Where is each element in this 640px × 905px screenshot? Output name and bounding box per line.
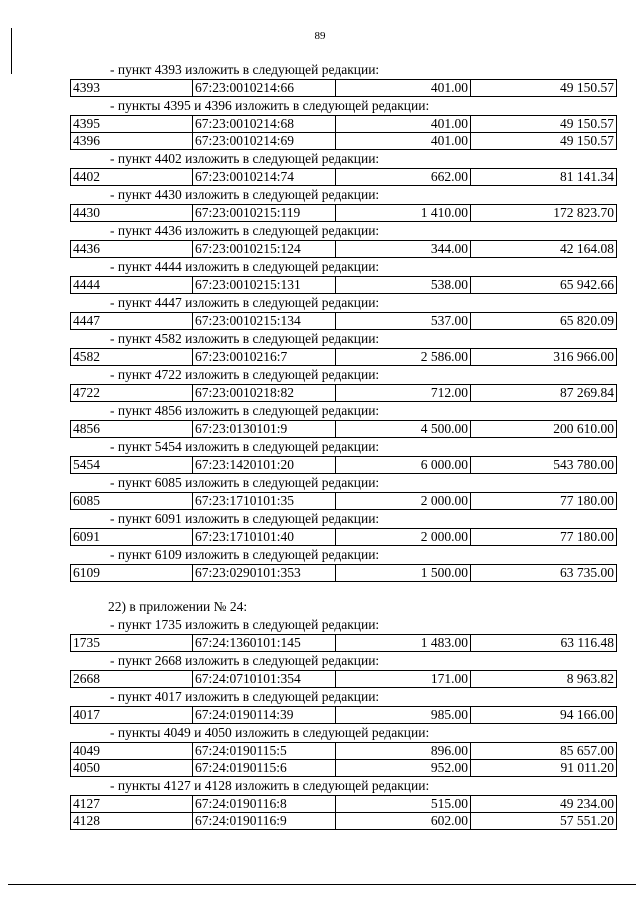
area-cell: 1 410.00	[336, 205, 471, 222]
amendment-instruction: - пункт 6109 изложить в следующей редакции:	[110, 547, 380, 562]
area-cell: 4 500.00	[336, 421, 471, 438]
table-row	[71, 421, 617, 438]
item-number-cell: 4050	[71, 760, 193, 777]
table-row	[71, 313, 617, 330]
amendment-instruction: - пункт 6091 изложить в следующей редакции:	[110, 511, 380, 526]
value-cell: 63 116.48	[471, 635, 617, 652]
amendment-instruction: - пункт 5454 изложить в следующей редакции:	[110, 439, 380, 454]
cadastral-number-cell: 67:24:0190114:39	[193, 707, 336, 724]
value-cell: 81 141.34	[471, 169, 617, 186]
cadastral-number-cell: 67:23:0130101:9	[193, 421, 336, 438]
area-cell: 515.00	[336, 796, 471, 813]
item-number-cell: 6091	[71, 529, 193, 546]
item-number-cell: 4127	[71, 796, 193, 813]
item-number-cell: 4049	[71, 743, 193, 760]
data-table	[70, 276, 617, 294]
amendment-instruction: - пункт 4017 изложить в следующей редакции:	[110, 689, 380, 704]
amendment-instruction: - пункты 4127 и 4128 изложить в следующей редакции:	[110, 778, 430, 793]
item-number-cell: 1735	[71, 635, 193, 652]
data-table	[70, 564, 617, 582]
area-cell: 662.00	[336, 169, 471, 186]
cadastral-number-cell: 67:23:1710101:35	[193, 493, 336, 510]
table-row	[71, 457, 617, 474]
data-table	[70, 168, 617, 186]
area-cell: 401.00	[336, 133, 471, 150]
area-cell: 602.00	[336, 813, 471, 830]
cadastral-number-cell: 67:23:0010215:131	[193, 277, 336, 294]
area-cell: 401.00	[336, 116, 471, 133]
value-cell: 57 551.20	[471, 813, 617, 830]
area-cell: 2 000.00	[336, 493, 471, 510]
cadastral-number-cell: 67:23:0010218:82	[193, 385, 336, 402]
item-number-cell: 4393	[71, 80, 193, 97]
value-cell: 49 150.57	[471, 116, 617, 133]
amendment-instruction: - пункт 4402 изложить в следующей редакции:	[110, 151, 380, 166]
value-cell: 49 150.57	[471, 80, 617, 97]
data-table	[70, 79, 617, 97]
item-number-cell: 5454	[71, 457, 193, 474]
item-number-cell: 6109	[71, 565, 193, 582]
table-row	[71, 169, 617, 186]
cadastral-number-cell: 67:23:0010215:134	[193, 313, 336, 330]
amendment-instruction: - пункты 4049 и 4050 изложить в следующей редакции:	[110, 725, 430, 740]
amendment-instruction: - пункт 4582 изложить в следующей редакции:	[110, 331, 380, 346]
item-number-cell: 4444	[71, 277, 193, 294]
value-cell: 91 011.20	[471, 760, 617, 777]
value-cell: 65 820.09	[471, 313, 617, 330]
cadastral-number-cell: 67:23:0010214:69	[193, 133, 336, 150]
amendment-instruction: - пункт 4444 изложить в следующей редакции:	[110, 259, 380, 274]
table-row	[71, 796, 617, 813]
amendment-instruction: - пункт 4430 изложить в следующей редакции:	[110, 187, 380, 202]
cadastral-number-cell: 67:23:0010214:66	[193, 80, 336, 97]
value-cell: 77 180.00	[471, 493, 617, 510]
amendment-instruction: - пункт 4436 изложить в следующей редакции:	[110, 223, 380, 238]
table-row	[71, 116, 617, 133]
value-cell: 543 780.00	[471, 457, 617, 474]
item-number-cell: 2668	[71, 671, 193, 688]
table-row	[71, 565, 617, 582]
value-cell: 200 610.00	[471, 421, 617, 438]
value-cell: 8 963.82	[471, 671, 617, 688]
area-cell: 985.00	[336, 707, 471, 724]
table-row	[71, 385, 617, 402]
page-number: 89	[314, 30, 326, 42]
data-table	[70, 492, 617, 510]
value-cell: 172 823.70	[471, 205, 617, 222]
value-cell: 49 234.00	[471, 796, 617, 813]
spacer	[70, 582, 617, 598]
area-cell: 896.00	[336, 743, 471, 760]
item-number-cell: 6085	[71, 493, 193, 510]
amendment-instruction: - пункт 2668 изложить в следующей редакции:	[110, 653, 380, 668]
item-number-cell: 4436	[71, 241, 193, 258]
table-row	[71, 349, 617, 366]
item-number-cell: 4582	[71, 349, 193, 366]
table-row	[71, 671, 617, 688]
area-cell: 1 483.00	[336, 635, 471, 652]
table-row	[71, 743, 617, 760]
table-row	[71, 707, 617, 724]
amendment-instruction: - пункты 4395 и 4396 изложить в следующей редакции:	[110, 98, 430, 113]
table-row	[71, 635, 617, 652]
cadastral-number-cell: 67:24:0190115:5	[193, 743, 336, 760]
cadastral-number-cell: 67:24:1360101:145	[193, 635, 336, 652]
document-body	[70, 61, 617, 830]
item-number-cell: 4856	[71, 421, 193, 438]
value-cell: 49 150.57	[471, 133, 617, 150]
item-number-cell: 4722	[71, 385, 193, 402]
cadastral-number-cell: 67:23:0010215:119	[193, 205, 336, 222]
value-cell: 87 269.84	[471, 385, 617, 402]
table-row	[71, 241, 617, 258]
value-cell: 65 942.66	[471, 277, 617, 294]
data-table	[70, 115, 617, 150]
cadastral-number-cell: 67:23:0290101:353	[193, 565, 336, 582]
item-number-cell: 4128	[71, 813, 193, 830]
value-cell: 77 180.00	[471, 529, 617, 546]
data-table	[70, 312, 617, 330]
area-cell: 401.00	[336, 80, 471, 97]
cadastral-number-cell: 67:24:0710101:354	[193, 671, 336, 688]
section-heading: 22) в приложении № 24:	[108, 599, 248, 614]
data-table	[70, 795, 617, 830]
value-cell: 85 657.00	[471, 743, 617, 760]
area-cell: 2 586.00	[336, 349, 471, 366]
table-row	[71, 80, 617, 97]
value-cell: 42 164.08	[471, 241, 617, 258]
table-row	[71, 529, 617, 546]
area-cell: 344.00	[336, 241, 471, 258]
table-row	[71, 277, 617, 294]
cadastral-number-cell: 67:24:0190116:8	[193, 796, 336, 813]
table-row	[71, 493, 617, 510]
data-table	[70, 240, 617, 258]
cadastral-number-cell: 67:23:1420101:20	[193, 457, 336, 474]
cadastral-number-cell: 67:24:0190115:6	[193, 760, 336, 777]
item-number-cell: 4395	[71, 116, 193, 133]
area-cell: 952.00	[336, 760, 471, 777]
item-number-cell: 4447	[71, 313, 193, 330]
area-cell: 6 000.00	[336, 457, 471, 474]
amendment-instruction: - пункт 6085 изложить в следующей редакции:	[110, 475, 380, 490]
cadastral-number-cell: 67:24:0190116:9	[193, 813, 336, 830]
cadastral-number-cell: 67:23:0010215:124	[193, 241, 336, 258]
value-cell: 94 166.00	[471, 707, 617, 724]
data-table	[70, 634, 617, 652]
data-table	[70, 528, 617, 546]
item-number-cell: 4017	[71, 707, 193, 724]
value-cell: 316 966.00	[471, 349, 617, 366]
cadastral-number-cell: 67:23:1710101:40	[193, 529, 336, 546]
data-table	[70, 670, 617, 688]
table-row	[71, 760, 617, 777]
data-table	[70, 742, 617, 777]
value-cell: 63 735.00	[471, 565, 617, 582]
amendment-instruction: - пункт 4447 изложить в следующей редакции:	[110, 295, 380, 310]
amendment-instruction: - пункт 4393 изложить в следующей редакции:	[110, 62, 380, 77]
area-cell: 712.00	[336, 385, 471, 402]
data-table	[70, 420, 617, 438]
amendment-instruction: - пункт 4722 изложить в следующей редакции:	[110, 367, 380, 382]
item-number-cell: 4430	[71, 205, 193, 222]
area-cell: 538.00	[336, 277, 471, 294]
area-cell: 171.00	[336, 671, 471, 688]
area-cell: 537.00	[336, 313, 471, 330]
data-table	[70, 456, 617, 474]
item-number-cell: 4402	[71, 169, 193, 186]
data-table	[70, 706, 617, 724]
cadastral-number-cell: 67:23:0010216:7	[193, 349, 336, 366]
item-number-cell: 4396	[71, 133, 193, 150]
table-row	[71, 133, 617, 150]
footer-rule	[8, 884, 636, 885]
cadastral-number-cell: 67:23:0010214:68	[193, 116, 336, 133]
amendment-instruction: - пункт 4856 изложить в следующей редакции:	[110, 403, 380, 418]
data-table	[70, 204, 617, 222]
data-table	[70, 384, 617, 402]
table-row	[71, 813, 617, 830]
amendment-instruction: - пункт 1735 изложить в следующей редакции:	[110, 617, 380, 632]
area-cell: 1 500.00	[336, 565, 471, 582]
data-table	[70, 348, 617, 366]
table-row	[71, 205, 617, 222]
area-cell: 2 000.00	[336, 529, 471, 546]
cadastral-number-cell: 67:23:0010214:74	[193, 169, 336, 186]
